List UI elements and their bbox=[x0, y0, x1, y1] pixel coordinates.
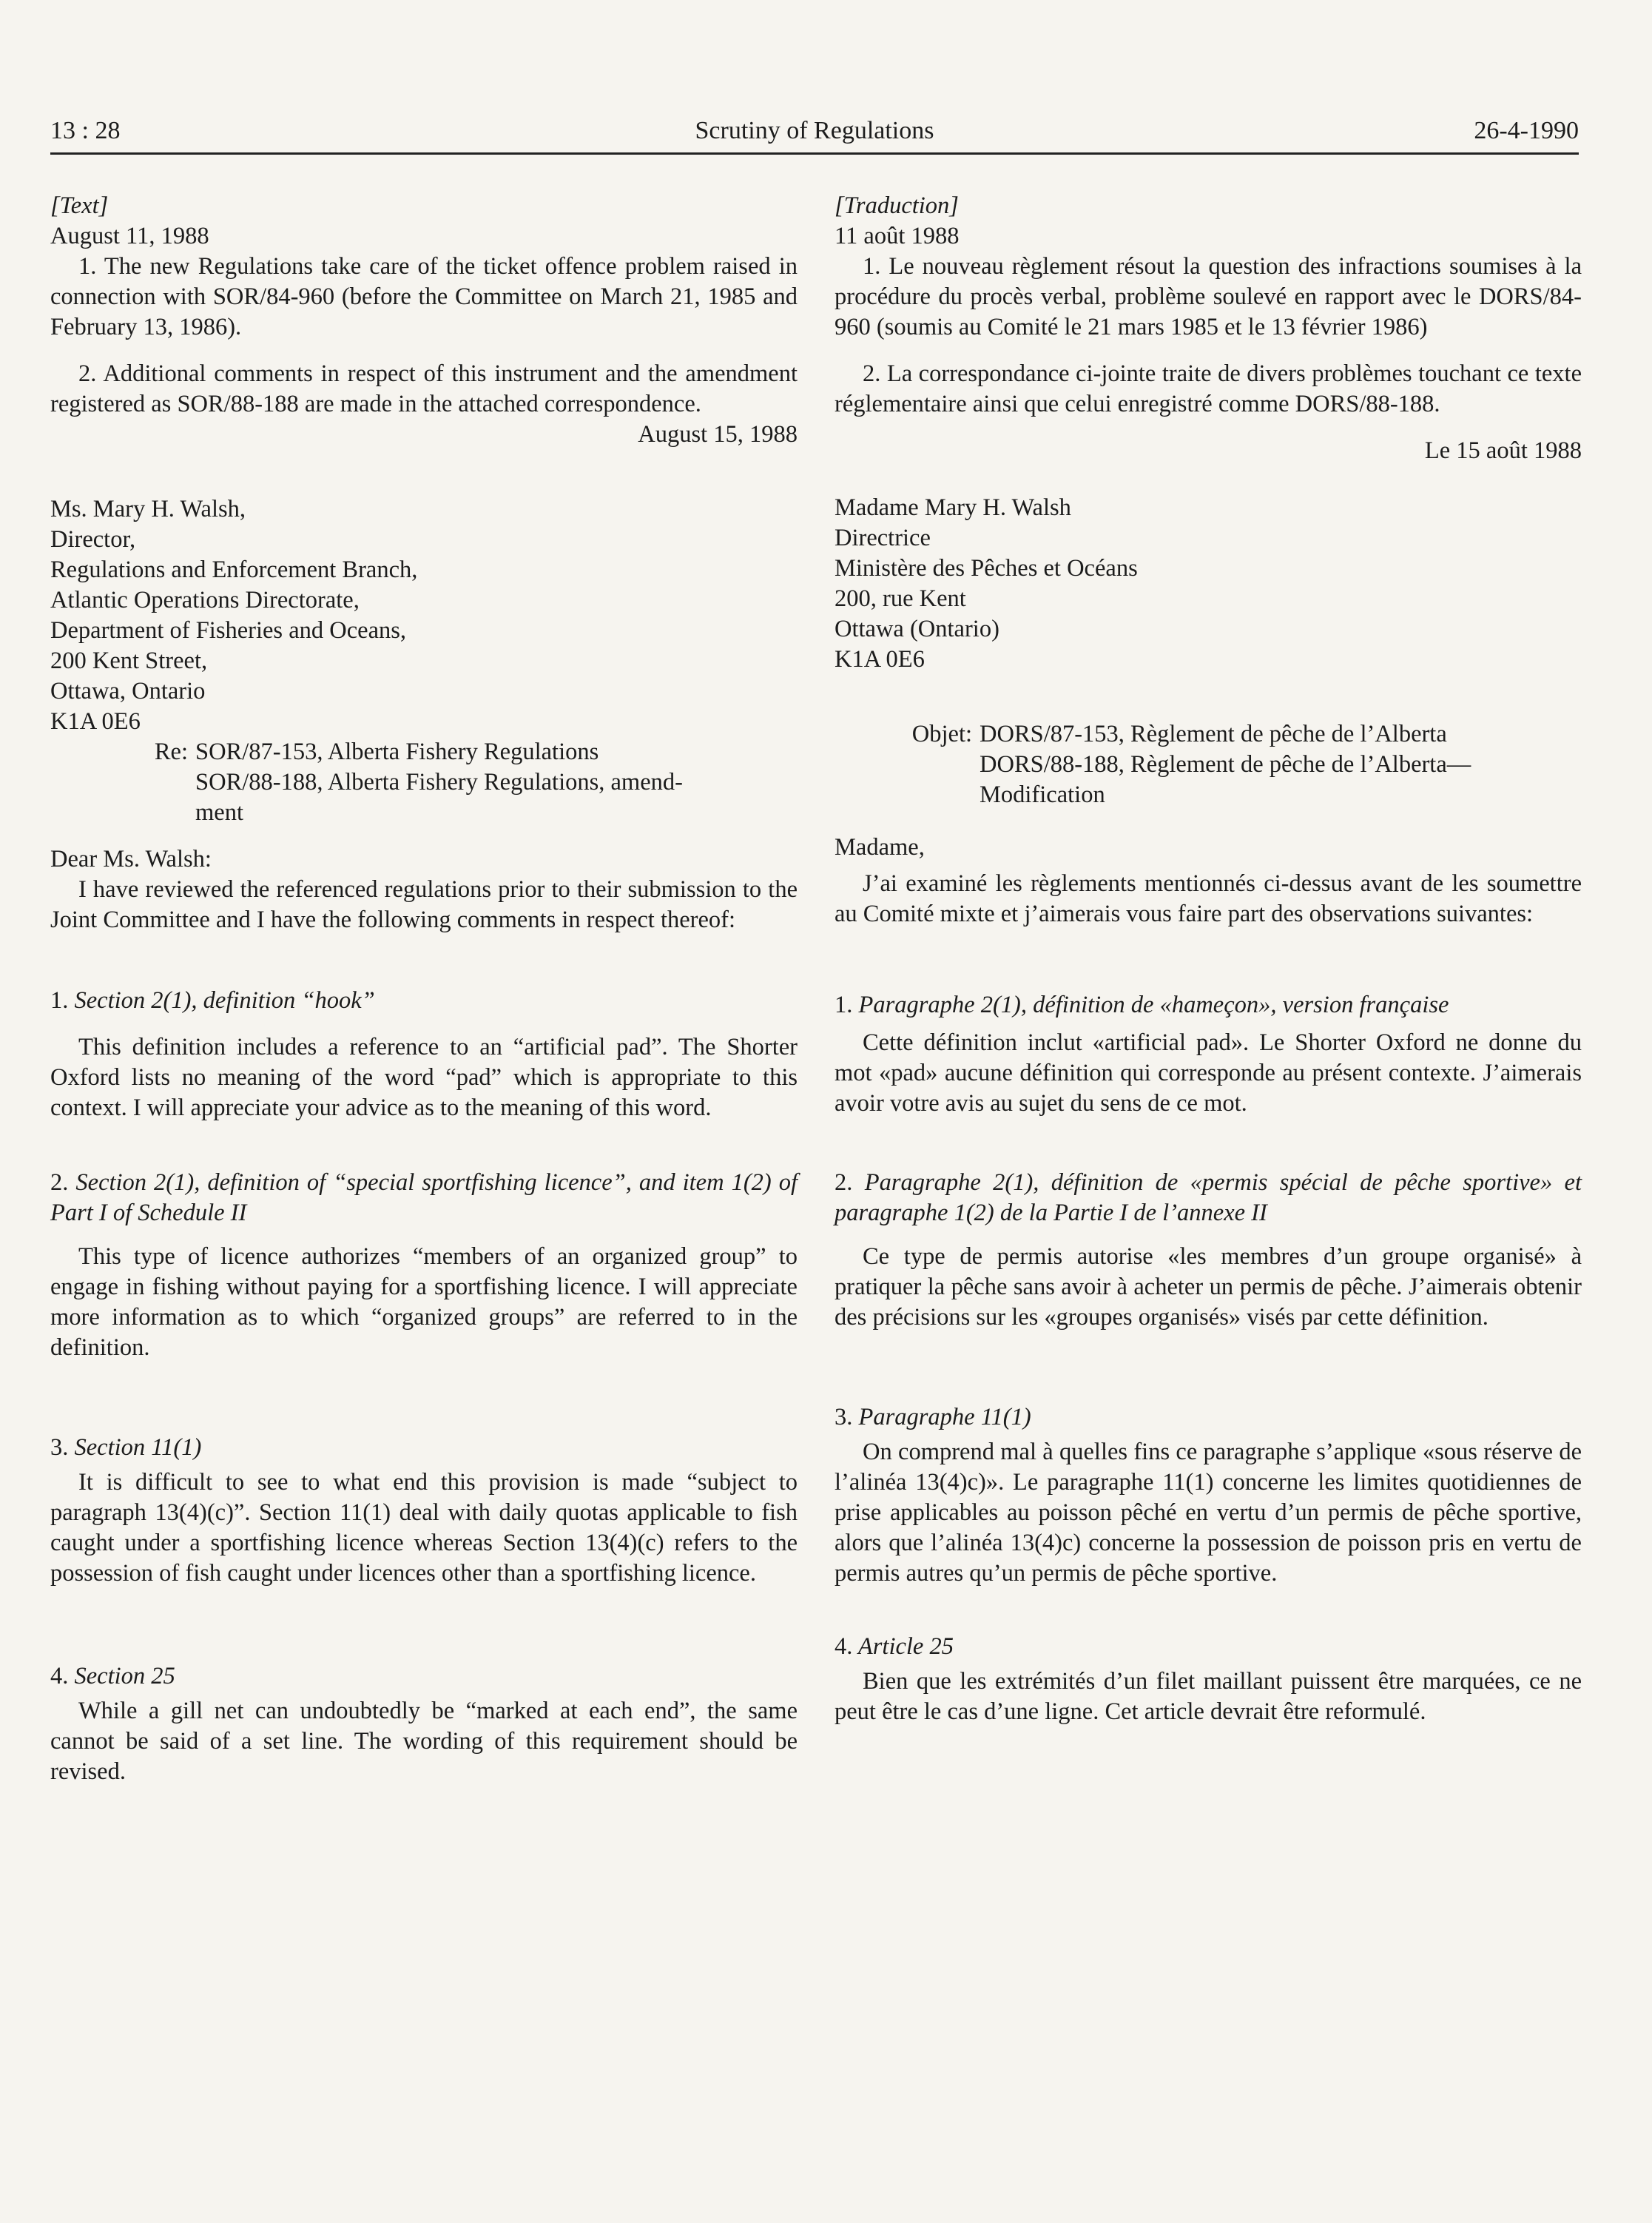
address-line: Ministère des Pêches et Océans bbox=[835, 555, 1138, 582]
address-line: K1A 0E6 bbox=[50, 708, 141, 735]
section-body: This definition includes a reference to an “artificial pad”. The Shorter Oxford lists no meaning of the word “pad” which is appropriate to this context. I will appreciate your advice as to the meaning of this word. bbox=[50, 1034, 798, 1121]
intro-paragraph: I have reviewed the referenced regulations prior to their submission to the Joint Committee and I have the following comments in respect thereof: bbox=[50, 876, 798, 933]
section-heading: 3. Paragraphe 11(1) bbox=[835, 1404, 1031, 1430]
letter-date-2: Le 15 août 1988 bbox=[1424, 437, 1582, 464]
subject-reference bbox=[50, 737, 798, 828]
subject-line: Modification bbox=[980, 781, 1105, 808]
address-line: 200, rue Kent bbox=[835, 585, 966, 612]
section-body: Cette définition inclut «artificial pad». Le Shorter Oxford ne donne du mot «pad» aucune définition qui corresponde au présent contexte. J’aimerais avoir votre avis au sujet du sens de ce mot. bbox=[835, 1029, 1582, 1117]
subject-line: DORS/87-153, Règlement de pêche de l’Alberta bbox=[980, 721, 1447, 747]
section-heading: 1. Section 2(1), definition “hook” bbox=[50, 987, 375, 1014]
address-line: Department of Fisheries and Oceans, bbox=[50, 617, 407, 644]
page-number: 13 : 28 bbox=[50, 117, 121, 144]
subject-line: SOR/87-153, Alberta Fishery Regulations bbox=[195, 739, 599, 765]
text-tag: [Text] bbox=[50, 192, 109, 219]
address-line: Ms. Mary H. Walsh, bbox=[50, 496, 246, 522]
subject-reference bbox=[835, 719, 1582, 810]
section-body: While a gill net can undoubtedly be “marked at each end”, the same cannot be said of a set line. The wording of this requirement should be revised. bbox=[50, 1698, 798, 1785]
running-title: Scrutiny of Regulations bbox=[695, 117, 934, 144]
section-heading: 3. Section 11(1) bbox=[50, 1434, 202, 1461]
section-body: Bien que les extrémités d’un filet maillant puissent être marquées, ce ne peut être le cas d’une ligne. Cet article devrait être reformulé. bbox=[835, 1668, 1582, 1725]
subject-line: SOR/88-188, Alberta Fishery Regulations, amend- bbox=[195, 769, 683, 796]
section-heading: 4. Section 25 bbox=[50, 1663, 175, 1689]
section-heading: 2. Paragraphe 2(1), définition de «permis spécial de pêche sportive» et paragraphe 1(2) de la Partie I de l’annexe II bbox=[835, 1169, 1582, 1226]
subject-line: DORS/88-188, Règlement de pêche de l’Alberta— bbox=[980, 751, 1471, 778]
address-line: 200 Kent Street, bbox=[50, 648, 208, 674]
page-header bbox=[50, 117, 1579, 155]
section-heading: 4. Article 25 bbox=[835, 1633, 954, 1660]
address-line: Directrice bbox=[835, 525, 931, 551]
paragraph-1: 1. The new Regulations take care of the ticket offence problem raised in connection with SOR/84-960 (before the Committee on March 21, 1985 and February 13, 1986). bbox=[50, 253, 798, 340]
letter-date-2: August 15, 1988 bbox=[638, 421, 798, 448]
header-rule bbox=[50, 152, 1579, 155]
subject-line: ment bbox=[195, 799, 243, 826]
subject-label: Objet: bbox=[911, 721, 972, 747]
section-heading: 1. Paragraphe 2(1), définition de «hameçon», version française bbox=[835, 992, 1449, 1018]
paragraph-2: 2. La correspondance ci-jointe traite de divers problèmes touchant ce texte réglementaire ainsi que celui enregistré comme DORS/88-188. bbox=[835, 360, 1582, 417]
section-heading: 2. Section 2(1), definition of “special sportfishing licence”, and item 1(2) of Part I of Schedule II bbox=[50, 1169, 798, 1226]
address-line: Atlantic Operations Directorate, bbox=[50, 587, 360, 613]
french-column bbox=[835, 191, 1582, 1727]
address-line: Ottawa, Ontario bbox=[50, 678, 206, 704]
header-date: 26-4-1990 bbox=[1474, 117, 1579, 144]
address-line: K1A 0E6 bbox=[835, 646, 925, 673]
letter-date: August 11, 1988 bbox=[50, 223, 209, 249]
letter-date: 11 août 1988 bbox=[835, 223, 960, 249]
intro-paragraph: J’ai examiné les règlements mentionnés ci-dessus avant de les soumettre au Comité mixte et j’aimerais vous faire part des observations suivantes: bbox=[835, 870, 1582, 927]
section-body: It is difficult to see to what end this provision is made “subject to paragraph 13(4)(c)”. Section 11(1) deal with daily quotas applicable to fish caught under a sportfishing licence whereas Section 13(4)(c) refers to the possession of fish caught under licences other than a sportfishing licence. bbox=[50, 1469, 798, 1587]
paragraph-1: 1. Le nouveau règlement résout la question des infractions soumises à la procédure du procès verbal, problème soulevé en rapport avec le DORS/84-960 (soumis au Comité le 21 mars 1985 et le 13 février 1986) bbox=[835, 253, 1582, 340]
english-column bbox=[50, 191, 798, 1787]
address-line: Regulations and Enforcement Branch, bbox=[50, 556, 418, 583]
salutation: Dear Ms. Walsh: bbox=[50, 846, 212, 872]
subject-label: Re: bbox=[154, 739, 188, 765]
address-line: Director, bbox=[50, 526, 136, 553]
section-body: This type of licence authorizes “members of an organized group” to engage in fishing without paying for a sportfishing licence. I will appreciate more information as to which “organized groups” are referred to in the definition. bbox=[50, 1243, 798, 1361]
paragraph-2: 2. Additional comments in respect of this instrument and the amendment registered as SOR/88-188 are made in the attached correspondence. bbox=[50, 360, 798, 417]
translation-tag: [Traduction] bbox=[835, 192, 959, 219]
address-line: Madame Mary H. Walsh bbox=[835, 494, 1071, 521]
address-block bbox=[835, 493, 1582, 675]
address-block bbox=[50, 494, 798, 737]
section-body: On comprend mal à quelles fins ce paragraphe s’applique «sous réserve de l’alinéa 13(4)c)». Le paragraphe 11(1) concerne les limites quotidiennes de prise applicables au poisson pêché en vertu d’un permis de pêche sportive, alors que l’alinéa 13(4)c) concerne la possession de poisson pris en vertu de permis autres qu’un permis de pêche sportive. bbox=[835, 1439, 1582, 1587]
salutation: Madame, bbox=[835, 834, 925, 861]
section-body: Ce type de permis autorise «les membres d’un groupe organisé» à pratiquer la pêche sans avoir à acheter un permis de pêche. J’aimerais obtenir des précisions sur les «groupes organisés» visés par cette définition. bbox=[835, 1243, 1582, 1331]
address-line: Ottawa (Ontario) bbox=[835, 616, 999, 642]
